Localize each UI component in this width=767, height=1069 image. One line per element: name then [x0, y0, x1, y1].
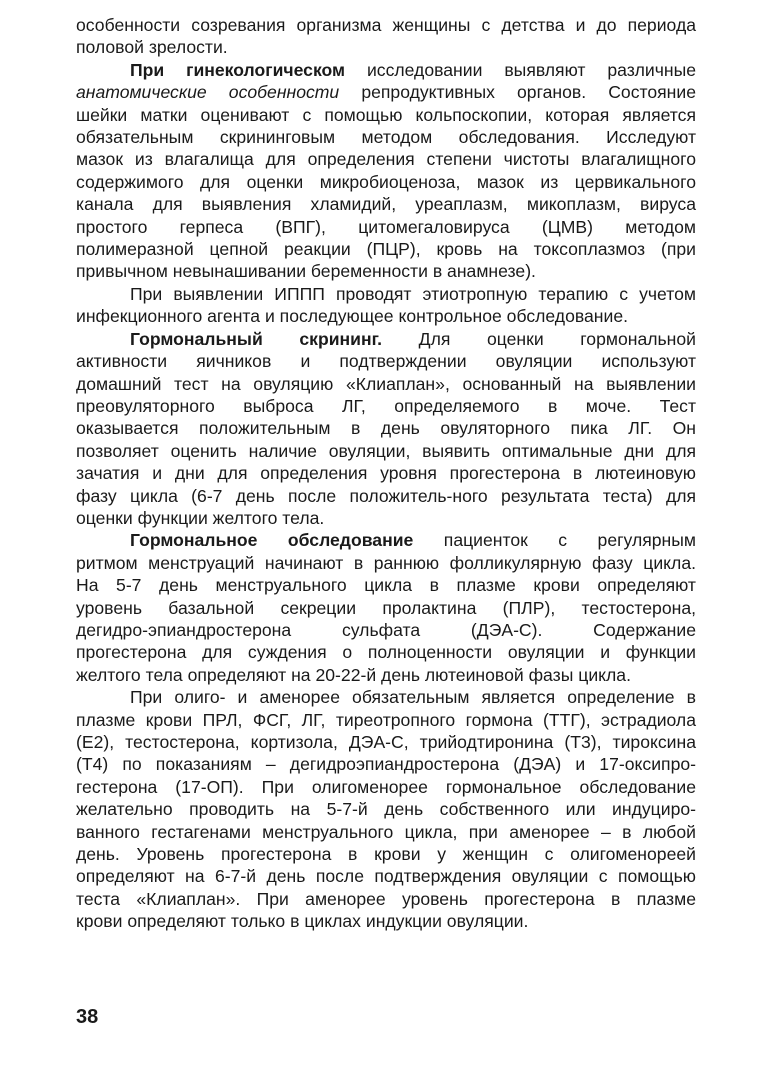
text-line: мазок из влагалища для определения степени чистоты влагалищного: [76, 149, 696, 170]
text-run: репродуктивных органов. Состояние: [339, 82, 697, 103]
text-line: полимеразной цепной реакции (ПЦР), кровь на токсоплазмоз (при: [76, 239, 696, 260]
text-line: [76, 529, 696, 551]
text-line: На 5-7 день менструального цикла в плазме крови определяют: [76, 575, 696, 596]
text-line: гестерона (17-ОП). При олигоменорее гормональное обследование: [76, 776, 696, 797]
text-line: день. Уровень прогестерона в крови у женщин с олигоменореей: [76, 844, 696, 865]
bold-lead-in: При гинекологическом: [130, 59, 346, 80]
text-line: [76, 328, 696, 350]
paragraph-hormonal-screening: [76, 328, 696, 530]
text-line: ванного гестагенами менструального цикла, при аменорее – в любой: [76, 821, 696, 842]
bold-lead-in: Гормональный скрининг.: [130, 328, 383, 349]
document-body: [76, 14, 696, 933]
text-line: канала для выявления хламидий, уреаплазм, микоплазм, вируса: [76, 194, 696, 215]
text-run: Для оценки гормональной: [382, 328, 696, 349]
italic-term: анатомические особенности: [76, 82, 340, 103]
text-line: активности яичников и подтверждении овуляции используют: [76, 351, 696, 372]
text-line: (Е2), тестостерона, кортизола, ДЭА-С, трийодтиронина (Т3), тироксина: [76, 732, 696, 752]
text-line: (Т4) по показаниям – дегидроэпиандростерона (ДЭА) и 17-оксипро-: [76, 754, 696, 775]
text-line: фазу цикла (6-7 день после положитель-ного результата теста) для: [76, 485, 696, 506]
text-line: При олиго- и аменорее обязательным является определение в: [130, 687, 696, 708]
text-line: желательно проводить на 5-7-й день собственного или индуциро-: [76, 799, 696, 820]
page-number: 38: [76, 1006, 99, 1028]
text-line: обязательным скрининговым методом обследования. Исследуют: [76, 127, 696, 148]
text-line: [76, 59, 696, 81]
text-line: преовуляторного выброса ЛГ, определяемого в моче. Тест: [76, 395, 696, 416]
text-line: уровень базальной секреции пролактина (ПЛР), тестостерона,: [76, 597, 696, 618]
text-line: оценки функции желтого тела.: [76, 507, 325, 528]
text-run: исследовании выявляют различные: [345, 59, 697, 80]
text-line: прогестерона для суждения о полноценности овуляции и функции: [76, 642, 696, 663]
text-line: ритмом менструаций начинают в раннюю фолликулярную фазу цикла.: [76, 552, 696, 573]
text-line: шейки матки оценивают с помощью кольпоскопии, которая является: [76, 104, 696, 125]
text-line: особенности созревания организма женщины с детства и до периода: [76, 15, 696, 35]
paragraph-gynecological-exam: [76, 59, 696, 283]
text-line: теста «Клиаплан». При аменорее уровень прогестерона в плазме: [76, 888, 696, 909]
text-run: пациенток с регулярным: [413, 530, 696, 551]
text-line: определяют на 6-7-й день после подтверждения овуляции с помощью: [76, 866, 696, 887]
text-line: При выявлении ИППП проводят этиотропную терапию с учетом: [130, 283, 696, 304]
text-line: оказывается положительным в день овуляторного пика ЛГ. Он: [76, 418, 696, 439]
text-line: инфекционного агента и последующее контрольное обследование.: [76, 306, 629, 327]
paragraph-hormonal-examination: [76, 529, 696, 686]
text-line: крови определяют только в циклах индукции овуляции.: [76, 911, 529, 932]
paragraph-oligo-amenorrhea: [76, 686, 696, 932]
text-line: дегидро-эпиандростерона сульфата (ДЭА-С). Содержание: [76, 619, 696, 640]
paragraph-sti-therapy: [76, 283, 696, 328]
text-line: домашний тест на овуляцию «Клиаплан», основанный на выявлении: [76, 373, 696, 394]
text-line: желтого тела определяют на 20-22-й день лютеиновой фазы цикла.: [76, 664, 631, 685]
text-line: простого герпеса (ВПГ), цитомегаловируса (ЦМВ) методом: [76, 216, 696, 237]
text-line: содержимого для оценки микробиоценоза, мазок из цервикального: [76, 171, 696, 192]
text-line: [76, 81, 696, 103]
text-line: позволяет оценить наличие овуляции, выявить оптимальные дни для: [76, 440, 696, 461]
bold-lead-in: Гормональное обследование: [130, 530, 414, 551]
text-line: привычном невынашивании беременности в анамнезе).: [76, 261, 536, 282]
text-line: зачатия и дни для определения уровня прогестерона в лютеиновую: [76, 463, 696, 484]
paragraph-intro-continuation: [76, 14, 696, 59]
text-line: половой зрелости.: [76, 37, 228, 58]
text-line: плазме крови ПРЛ, ФСГ, ЛГ, тиреотропного гормона (ТТГ), эстрадиола: [76, 709, 696, 730]
